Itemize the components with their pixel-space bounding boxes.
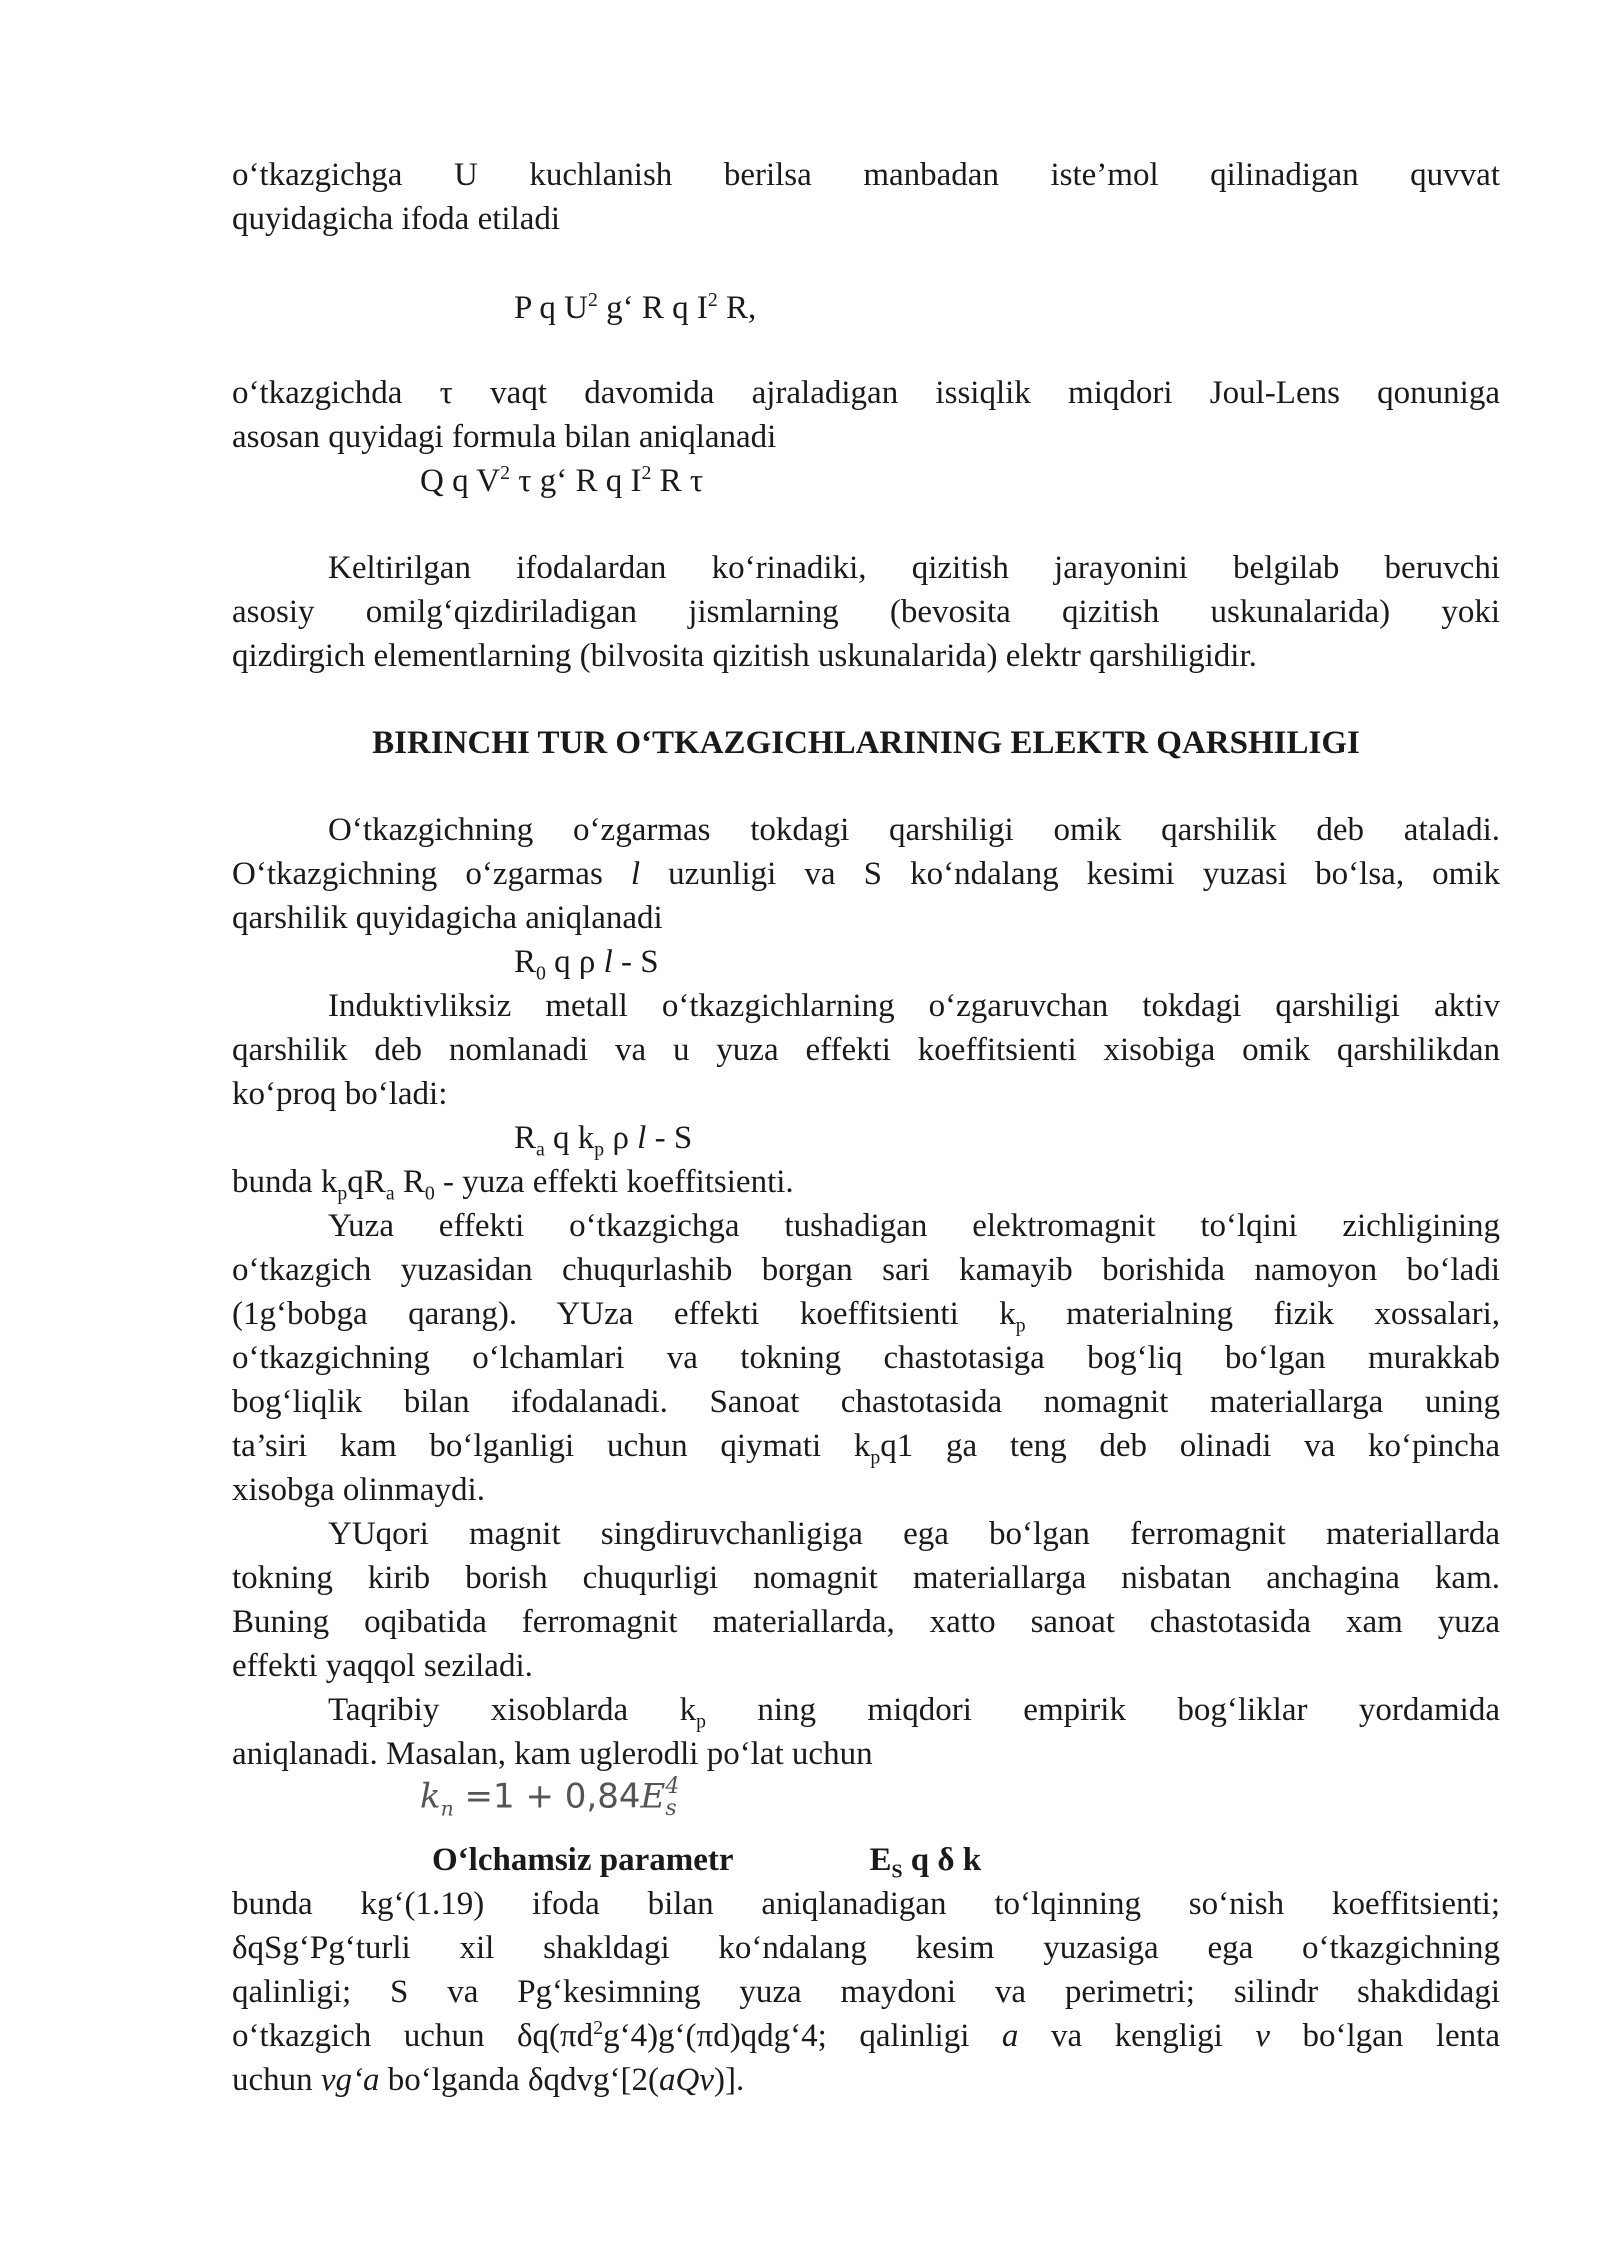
text-italic: aQv: [659, 2062, 714, 2098]
equation-power: [514, 286, 914, 330]
text-line: o‘tkazgich yuzasidan chuqurlashib borgan sari kamayib borishida namoyon bo‘ladi: [232, 1252, 1500, 1288]
eq-part: R,: [726, 290, 757, 326]
text-part: bo‘lganda δqdvg‘[2(: [379, 2062, 660, 2098]
equation-heat: [420, 459, 820, 503]
eq-part: R: [514, 1120, 537, 1156]
equation-ohmic: [514, 940, 914, 984]
param-label: O‘lchamsiz parametr: [432, 1842, 734, 1878]
text-italic: l: [630, 856, 641, 892]
eq-part: g‘ R q I: [606, 290, 708, 326]
text-part: materialning fizik xossalari,: [1025, 1296, 1500, 1332]
text-line: δqSg‘Pg‘turli xil shakldagi ko‘ndalang kesim yuzasiga ega o‘tkazgichning: [232, 1930, 1500, 1966]
text-line: tokning kirib borish chuqurligi nomagnit materiallarga nisbatan anchagina kam.: [232, 1560, 1500, 1596]
text-line: Buning oqibatida ferromagnit materiallarda, xatto sanoat chastotasida xam yuza: [232, 1604, 1500, 1640]
formula-sup: 4: [665, 1774, 680, 1799]
eq-part: τ g‘ R q I: [518, 463, 642, 499]
eq-italic: l: [603, 944, 613, 980]
eq-sup: 2: [587, 289, 598, 311]
text-line: [232, 2014, 1500, 2058]
eq-part: ρ: [604, 1120, 638, 1156]
text-line: O‘tkazgichning o‘zgarmas tokdagi qarshiligi omik qarshilik deb ataladi.: [328, 812, 1500, 848]
text-line: o‘tkazgichga U kuchlanish berilsa manbadan iste’mol qilinadigan quvvat: [232, 157, 1500, 193]
text-part: )].: [714, 2062, 745, 2098]
text-line: asosan quyidagi formula bilan aniqlanadi: [232, 419, 777, 455]
text-italic: v: [1255, 2018, 1270, 2054]
eq-part: - S: [646, 1120, 693, 1156]
text-sub: a: [385, 1182, 395, 1205]
eq-part: R τ: [659, 463, 704, 499]
text-part: o‘tkazgich uchun δq(πd: [232, 2018, 594, 2054]
text-line: Yuza effekti o‘tkazgichga tushadigan elektromagnit to‘lqini zichligining: [328, 1208, 1500, 1244]
eq-sub: p: [594, 1138, 605, 1161]
param-part: E: [869, 1842, 892, 1878]
eq-part: Q q V: [420, 463, 501, 499]
equation-active: [514, 1116, 914, 1160]
text-part: qR: [347, 1164, 386, 1200]
eq-part: - S: [612, 944, 659, 980]
text-line: aniqlanadi. Masalan, kam uglerodli po‘lat uchun: [232, 1736, 873, 1772]
formula-sub: s: [665, 1796, 677, 1821]
text-line: [232, 1292, 1500, 1336]
text-line: YUqori magnit singdiruvchanligiga ega bo‘lgan ferromagnit materiallarda: [328, 1516, 1500, 1552]
text-part: bunda k: [232, 1164, 338, 1200]
text-part: g‘4)g‘(πd)qdg‘4; qalinligi: [603, 2018, 1002, 2054]
text-line: [328, 1688, 1500, 1732]
text-line: qarshilik deb nomlanadi va u yuza effekti koeffitsienti xisobiga omik qarshilikdan: [232, 1032, 1500, 1068]
param-sub: S: [891, 1860, 903, 1883]
text-line: xisobga olinmaydi.: [232, 1472, 485, 1508]
text-part: q1 ga teng deb olinadi va ko‘pincha: [880, 1428, 1500, 1464]
eq-sup: 2: [707, 289, 718, 311]
param-line: [432, 1838, 1432, 1882]
eq-part: P q U: [514, 290, 588, 326]
text-line: effekti yaqqol seziladi.: [232, 1648, 533, 1684]
eq-sup: 2: [641, 462, 652, 484]
text-line: Induktivliksiz metall o‘tkazgichlarning o‘zgaruvchan tokdagi qarshiligi aktiv: [328, 988, 1500, 1024]
text-italic: a: [1001, 2018, 1019, 2054]
text-line: [232, 852, 1500, 896]
eq-sub: a: [536, 1138, 545, 1161]
eq-sub: 0: [536, 962, 546, 985]
text-sub: p: [1015, 1314, 1026, 1337]
text-part: (1g‘bobga qarang). YUza effekti koeffitsienti k: [232, 1296, 1016, 1332]
section-heading: BIRINCHI TUR O‘TKAZGICHLARINING ELEKTR QARSHILIGI: [372, 725, 1360, 761]
text-line: [232, 2058, 1500, 2102]
eq-part: q ρ: [545, 944, 604, 980]
text-part: O‘tkazgichning o‘zgarmas: [232, 856, 631, 892]
formula-var: E: [640, 1776, 666, 1817]
text-line: qarshilik quyidagicha aniqlanadi: [232, 900, 663, 936]
text-line: [232, 1160, 1500, 1204]
formula-kn: [420, 1776, 679, 1846]
text-sup: 2: [593, 2017, 604, 2039]
text-sub: p: [337, 1182, 348, 1205]
text-part: Taqribiy xisoblarda k: [328, 1692, 697, 1728]
text-line: o‘tkazgichda τ vaqt davomida ajraladigan issiqlik miqdori Joul-Lens qonuniga: [232, 375, 1500, 411]
text-line: qalinligi; S va Pg‘kesimning yuza maydoni va perimetri; silindr shakdidagi: [232, 1974, 1500, 2010]
formula-var: k: [420, 1776, 441, 1817]
param-part: q δ k: [902, 1842, 982, 1878]
eq-sup: 2: [500, 462, 510, 484]
text-line: o‘tkazgichning o‘lchamlari va tokning chastotasiga bog‘liq bo‘lgan murakkab: [232, 1340, 1500, 1376]
text-line: ko‘proq bo‘ladi:: [232, 1076, 448, 1112]
formula-part: =1 + 0,84: [453, 1776, 641, 1817]
text-line: quyidagicha ifoda etiladi: [232, 201, 561, 237]
text-sub: p: [870, 1446, 881, 1469]
text-line: Keltirilgan ifodalardan ko‘rinadiki, qizitish jarayonini belgilab beruvchi: [328, 550, 1500, 586]
text-part: va kengligi: [1018, 2018, 1256, 2054]
eq-italic: l: [637, 1120, 647, 1156]
text-sub: p: [696, 1710, 706, 1733]
text-line: bog‘liqlik bilan ifodalanadi. Sanoat chastotasida nomagnit materiallarga uning: [232, 1384, 1500, 1420]
text-part: - yuza effekti koeffitsienti.: [434, 1164, 794, 1200]
formula-sub: n: [440, 1796, 454, 1821]
text-line: bunda kg‘(1.19) ifoda bilan aniqlanadigan to‘lqinning so‘nish koeffitsienti;: [232, 1886, 1500, 1922]
text-part: ning miqdori empirik bog‘liklar yordamida: [705, 1692, 1500, 1728]
text-line: [232, 1424, 1500, 1468]
text-sub: 0: [424, 1182, 435, 1205]
text-part: uzunligi va S ko‘ndalang kesimi yuzasi bo‘lsa, omik: [640, 856, 1501, 892]
text-part: R: [394, 1164, 425, 1200]
text-line: asosiy omilg‘qizdiriladigan jismlarning (bevosita qizitish uskunalarida) yoki: [232, 594, 1500, 630]
eq-part: R: [514, 944, 537, 980]
text-part: bo‘lgan lenta: [1269, 2018, 1500, 2054]
text-part: uchun: [232, 2062, 321, 2098]
text-part: ta’siri kam bo‘lganligi uchun qiymati k: [232, 1428, 871, 1464]
eq-part: q k: [544, 1120, 595, 1156]
text-italic: vg‘a: [320, 2062, 380, 2098]
text-line: qizdirgich elementlarning (bilvosita qizitish uskunalarida) elektr qarshiligidir.: [232, 638, 1257, 674]
